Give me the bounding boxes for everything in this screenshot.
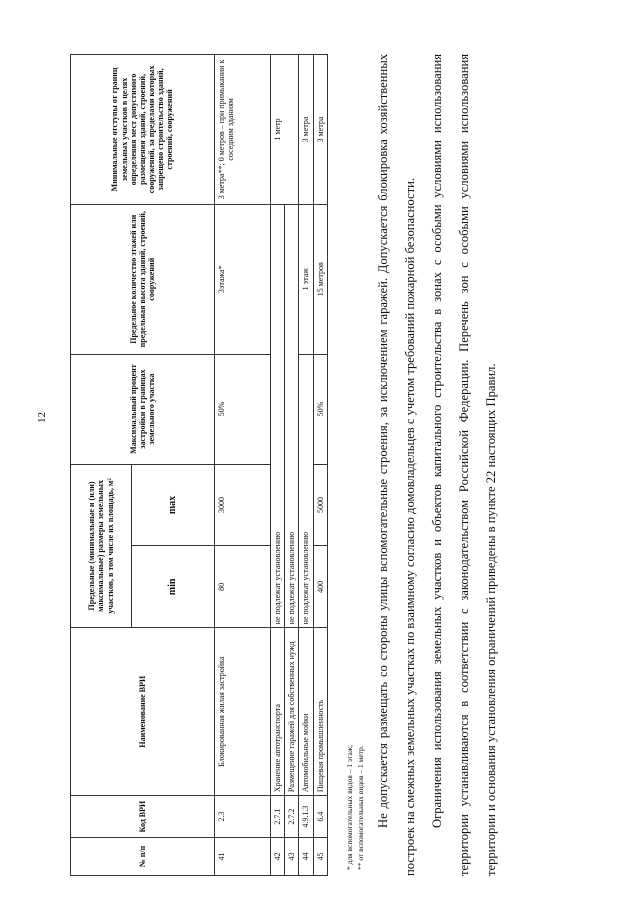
header-code: Код ВРИ	[71, 796, 215, 838]
cell-num: 41	[215, 838, 271, 876]
footnote: ** от вспомогательных видов – 1 метр.	[355, 745, 365, 870]
cell-floors: 15 метров	[313, 204, 327, 354]
cell-name: Блокированная жилая застройка	[215, 628, 271, 796]
rotated-page-content	[70, 48, 600, 876]
table-row	[271, 55, 285, 876]
cell-name: Автомобильные мойки	[299, 628, 313, 796]
table-row	[215, 55, 271, 876]
cell-code: 4.9.1.3	[299, 796, 313, 838]
regulations-table	[70, 54, 328, 876]
header-floors: Предельное количество этажей или предельная высота зданий, строений, сооружений	[71, 204, 215, 354]
footnote: * для вспомогательных видов – 1 этаж;	[345, 744, 354, 870]
cell-num: 45	[313, 838, 327, 876]
header-percent: Максимальный процент застройки в границах земельного участка	[71, 354, 215, 464]
cell-percent: 50%	[313, 354, 327, 464]
cell-setbacks: 3 метра	[313, 55, 327, 205]
cell-floors: 1 этаж	[299, 204, 313, 354]
header-setbacks: Минимальные отступы от границ земельных участков в целях определения мест допустимого размещения зданий, строений, сооружений, за пределами которых запрещено строительство зданий, строений, сооружений	[71, 55, 215, 205]
cell-max: 3000	[215, 464, 271, 546]
header-max: max	[132, 464, 215, 546]
header-sizes: Предельные (минимальные и (или) максимальные) размеры земельных участков, в том числе их площадь, м²	[71, 464, 132, 628]
cell-num: 43	[285, 838, 299, 876]
cell-name: Пищевая промышленность	[313, 628, 327, 796]
cell-code: 2.3	[215, 796, 271, 838]
cell-sizes-note: не подлежат установлению	[285, 204, 299, 627]
header-num: № п/п	[71, 838, 215, 876]
table-row	[299, 55, 313, 876]
header-name: Наименование ВРИ	[71, 628, 215, 796]
cell-setbacks: 1 метр	[271, 55, 299, 205]
cell-setbacks: 3 метра	[299, 55, 313, 205]
cell-setbacks: 3 метра**; 0 метров – при примыкании к соседним зданиям	[215, 55, 271, 205]
cell-name: Размещение гаражей для собственных нужд	[285, 628, 299, 796]
cell-max: 5000	[313, 464, 327, 546]
table-row	[313, 55, 327, 876]
cell-num: 44	[299, 838, 313, 876]
paragraph: Не допускается размещать со стороны улицы вспомогательные строения, за исключением гаражей. Допускается блокировка хозяйственных построек на смежных земельных участках по взаимному согласию домовладельцев с учетом требований пожарной безопасности.	[376, 54, 417, 876]
header-min: min	[132, 546, 215, 628]
page-number: 12	[36, 412, 48, 423]
table-header-row	[71, 55, 132, 876]
cell-code: 2.7.2	[285, 796, 299, 838]
cell-num: 42	[271, 838, 285, 876]
cell-code: 6.4	[313, 796, 327, 838]
body-text	[370, 54, 505, 876]
cell-sizes-note: не подлежат установлению	[271, 204, 285, 627]
cell-code: 2.7.1	[271, 796, 285, 838]
cell-name: Хранение автотранспорта	[271, 628, 285, 796]
cell-percent: 50%	[215, 354, 271, 464]
cell-floors: 3этажа*	[215, 204, 271, 354]
paragraph: Ограничения использования земельных участков и объектов капитального строительства в зонах с особыми условиями использования территории устанавливаются в соответствии с законодательством Российской Федерации. Перечень зон с особыми условиями использования территории и основания установления ограничений приведены в пункте 22 настоящих Правил.	[430, 54, 498, 876]
cell-min: 80	[215, 546, 271, 628]
cell-min: 400	[313, 546, 327, 628]
cell-sizes-note: не подлежат установлению	[299, 354, 313, 628]
table-footnotes	[345, 745, 366, 870]
